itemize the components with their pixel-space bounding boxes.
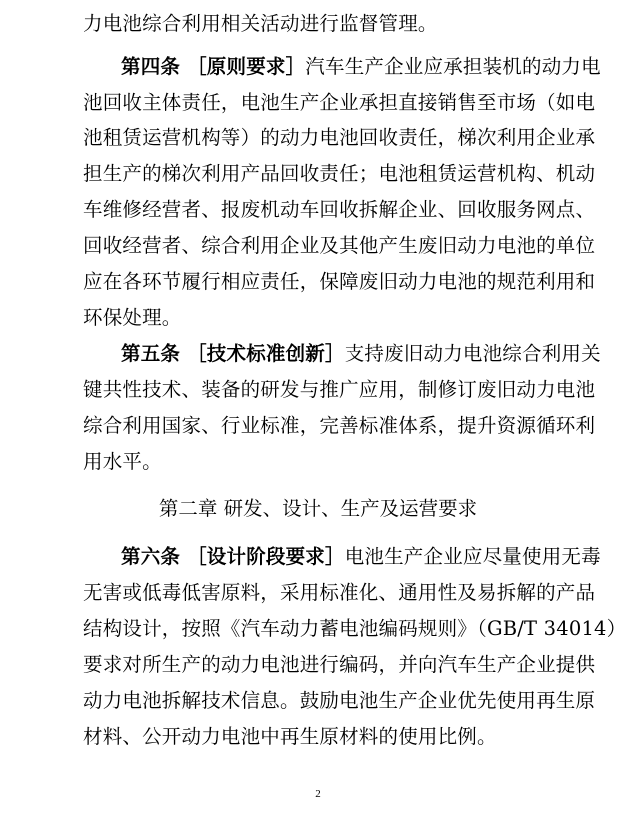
text-line: 结构设计，按照《汽车动力蓄电池编码规则》（GB/T 34014） [83,617,627,640]
article-6-heading: 第六条 ［设计阶段要求］ [121,545,345,568]
text-line: 池回收主体责任，电池生产企业承担直接销售至市场（如电 [83,91,596,114]
text-line: 电池生产企业应尽量使用无毒 [344,545,601,568]
text-line: 要求对所生产的动力电池进行编码，并向汽车生产企业提供 [83,653,596,676]
text-line: 综合利用国家、行业标准，完善标准体系，提升资源循环利 [83,414,596,437]
text-line: 材料、公开动力电池中再生原材料的使用比例。 [83,725,497,748]
text-line: 担生产的梯次利用产品回收责任；电池租赁运营机构、机动 [83,162,596,185]
text-line: 车维修经营者、报废机动车回收拆解企业、回收服务网点、 [83,198,596,221]
page-number: 2 [315,788,321,800]
text-line: 环保处理。 [83,306,182,329]
paragraph-article-5-first-line [121,342,601,366]
paragraph-article-4-first-line [121,55,601,79]
text-line: 键共性技术、装备的研发与推广应用，制修订废旧动力电池 [83,378,596,401]
article-4-heading: 第四条 ［原则要求］ [121,55,306,78]
paragraph-article-6-first-line [121,545,601,569]
text-line: 池租赁运营机构等）的动力电池回收责任，梯次利用企业承 [83,126,596,149]
text-line: 无害或低毒低害原料，采用标准化、通用性及易拆解的产品 [83,581,596,604]
chapter-heading: 第二章 研发、设计、生产及运营要求 [158,497,478,520]
text-line: 用水平。 [83,450,162,473]
text-line: 汽车生产企业应承担装机的动力电 [305,55,601,78]
text-line: 力电池综合利用相关活动进行监督管理。 [83,12,438,35]
article-5-heading: 第五条 ［技术标准创新］ [121,342,345,365]
text-line: 支持废旧动力电池综合利用关 [344,342,601,365]
text-line: 应在各环节履行相应责任，保障废旧动力电池的规范利用和 [83,270,596,293]
text-line: 动力电池拆解技术信息。鼓励电池生产企业优先使用再生原 [83,689,596,712]
text-line: 回收经营者、综合利用企业及其他产生废旧动力电池的单位 [83,234,596,257]
